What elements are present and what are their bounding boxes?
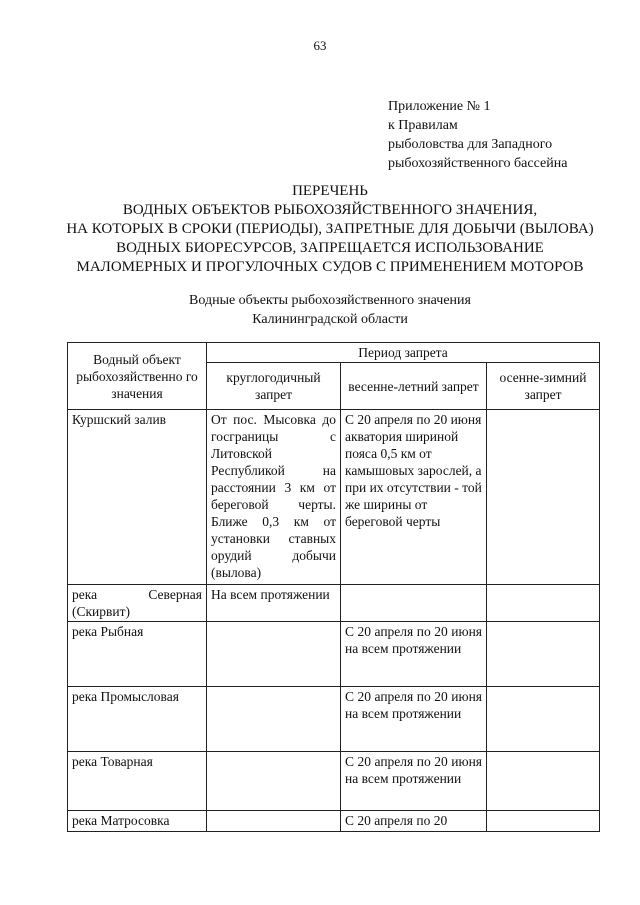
cell-year-round bbox=[207, 811, 341, 832]
appendix-line-4: рыбохозяйственного бассейна bbox=[388, 156, 568, 171]
cell-object: Куршский залив bbox=[68, 410, 207, 585]
table-row bbox=[68, 752, 600, 811]
subheading-line-1: Водные объекты рыбохозяйственного значения bbox=[189, 293, 471, 308]
table-row bbox=[68, 811, 600, 832]
cell-object: река Товарная bbox=[68, 752, 207, 811]
table-row bbox=[68, 585, 600, 622]
cell-spring-summer: С 20 апреля по 20 июня на всем протяжении bbox=[341, 752, 487, 811]
cell-year-round: На всем протяжении bbox=[207, 585, 341, 622]
table-subheading bbox=[40, 291, 620, 329]
cell-spring-summer: С 20 апреля по 20 июня на всем протяжении bbox=[341, 687, 487, 752]
header-autumn-winter: осенне-зимний запрет bbox=[487, 363, 600, 410]
cell-autumn-winter bbox=[487, 752, 600, 811]
cell-spring-summer: С 20 апреля по 20 bbox=[341, 811, 487, 832]
cell-autumn-winter bbox=[487, 622, 600, 687]
table-row bbox=[68, 622, 600, 687]
cell-object: река Промысловая bbox=[68, 687, 207, 752]
heading-line-4: ВОДНЫХ БИОРЕСУРСОВ, ЗАПРЕЩАЕТСЯ ИСПОЛЬЗОВАНИЕ bbox=[116, 240, 544, 256]
header-year-round: круглогодичный запрет bbox=[207, 363, 341, 410]
header-water-object: Водный объект рыбохозяйственно го значения bbox=[68, 343, 207, 410]
cell-autumn-winter bbox=[487, 687, 600, 752]
cell-autumn-winter bbox=[487, 585, 600, 622]
restriction-table bbox=[67, 342, 600, 832]
document-heading bbox=[40, 182, 620, 277]
header-ban-period: Период запрета bbox=[207, 343, 600, 363]
cell-year-round bbox=[207, 622, 341, 687]
appendix-line-3: рыболовства для Западного bbox=[388, 137, 553, 152]
heading-line-5: МАЛОМЕРНЫХ И ПРОГУЛОЧНЫХ СУДОВ С ПРИМЕНЕНИЕМ МОТОРОВ bbox=[76, 259, 584, 275]
cell-year-round: От пос. Мысовка до госграницы с Литовской Республикой на расстоянии 3 км от береговой черты. Ближе 0,3 км от установки ставных орудий добычи (вылова) bbox=[207, 410, 341, 585]
cell-spring-summer: С 20 апреля по 20 июня акватория шириной пояса 0,5 км от камышовых зарослей, а при их отсутствии - той же ширины от береговой черты bbox=[341, 410, 487, 585]
heading-line-3: НА КОТОРЫХ В СРОКИ (ПЕРИОДЫ), ЗАПРЕТНЫЕ ДЛЯ ДОБЫЧИ (ВЫЛОВА) bbox=[66, 221, 594, 237]
subheading-line-2: Калининградской области bbox=[252, 312, 408, 327]
heading-line-1: ПЕРЕЧЕНЬ bbox=[292, 183, 368, 199]
heading-line-2: ВОДНЫХ ОБЪЕКТОВ РЫБОХОЗЯЙСТВЕННОГО ЗНАЧЕНИЯ, bbox=[122, 202, 538, 218]
appendix-block bbox=[388, 97, 567, 173]
cell-autumn-winter bbox=[487, 811, 600, 832]
cell-object: река Северная (Скирвит) bbox=[68, 585, 207, 622]
cell-spring-summer: С 20 апреля по 20 июня на всем протяжении bbox=[341, 622, 487, 687]
cell-year-round bbox=[207, 687, 341, 752]
table-row bbox=[68, 687, 600, 752]
table-header-row bbox=[68, 343, 600, 363]
appendix-line-1: Приложение № 1 bbox=[388, 99, 491, 114]
cell-spring-summer bbox=[341, 585, 487, 622]
appendix-line-2: к Правилам bbox=[388, 118, 458, 133]
cell-year-round bbox=[207, 752, 341, 811]
cell-object: река Рыбная bbox=[68, 622, 207, 687]
page-number: 63 bbox=[313, 38, 327, 53]
cell-autumn-winter bbox=[487, 410, 600, 585]
table-row bbox=[68, 410, 600, 585]
cell-object: река Матросовка bbox=[68, 811, 207, 832]
header-spring-summer: весенне-летний запрет bbox=[341, 363, 487, 410]
